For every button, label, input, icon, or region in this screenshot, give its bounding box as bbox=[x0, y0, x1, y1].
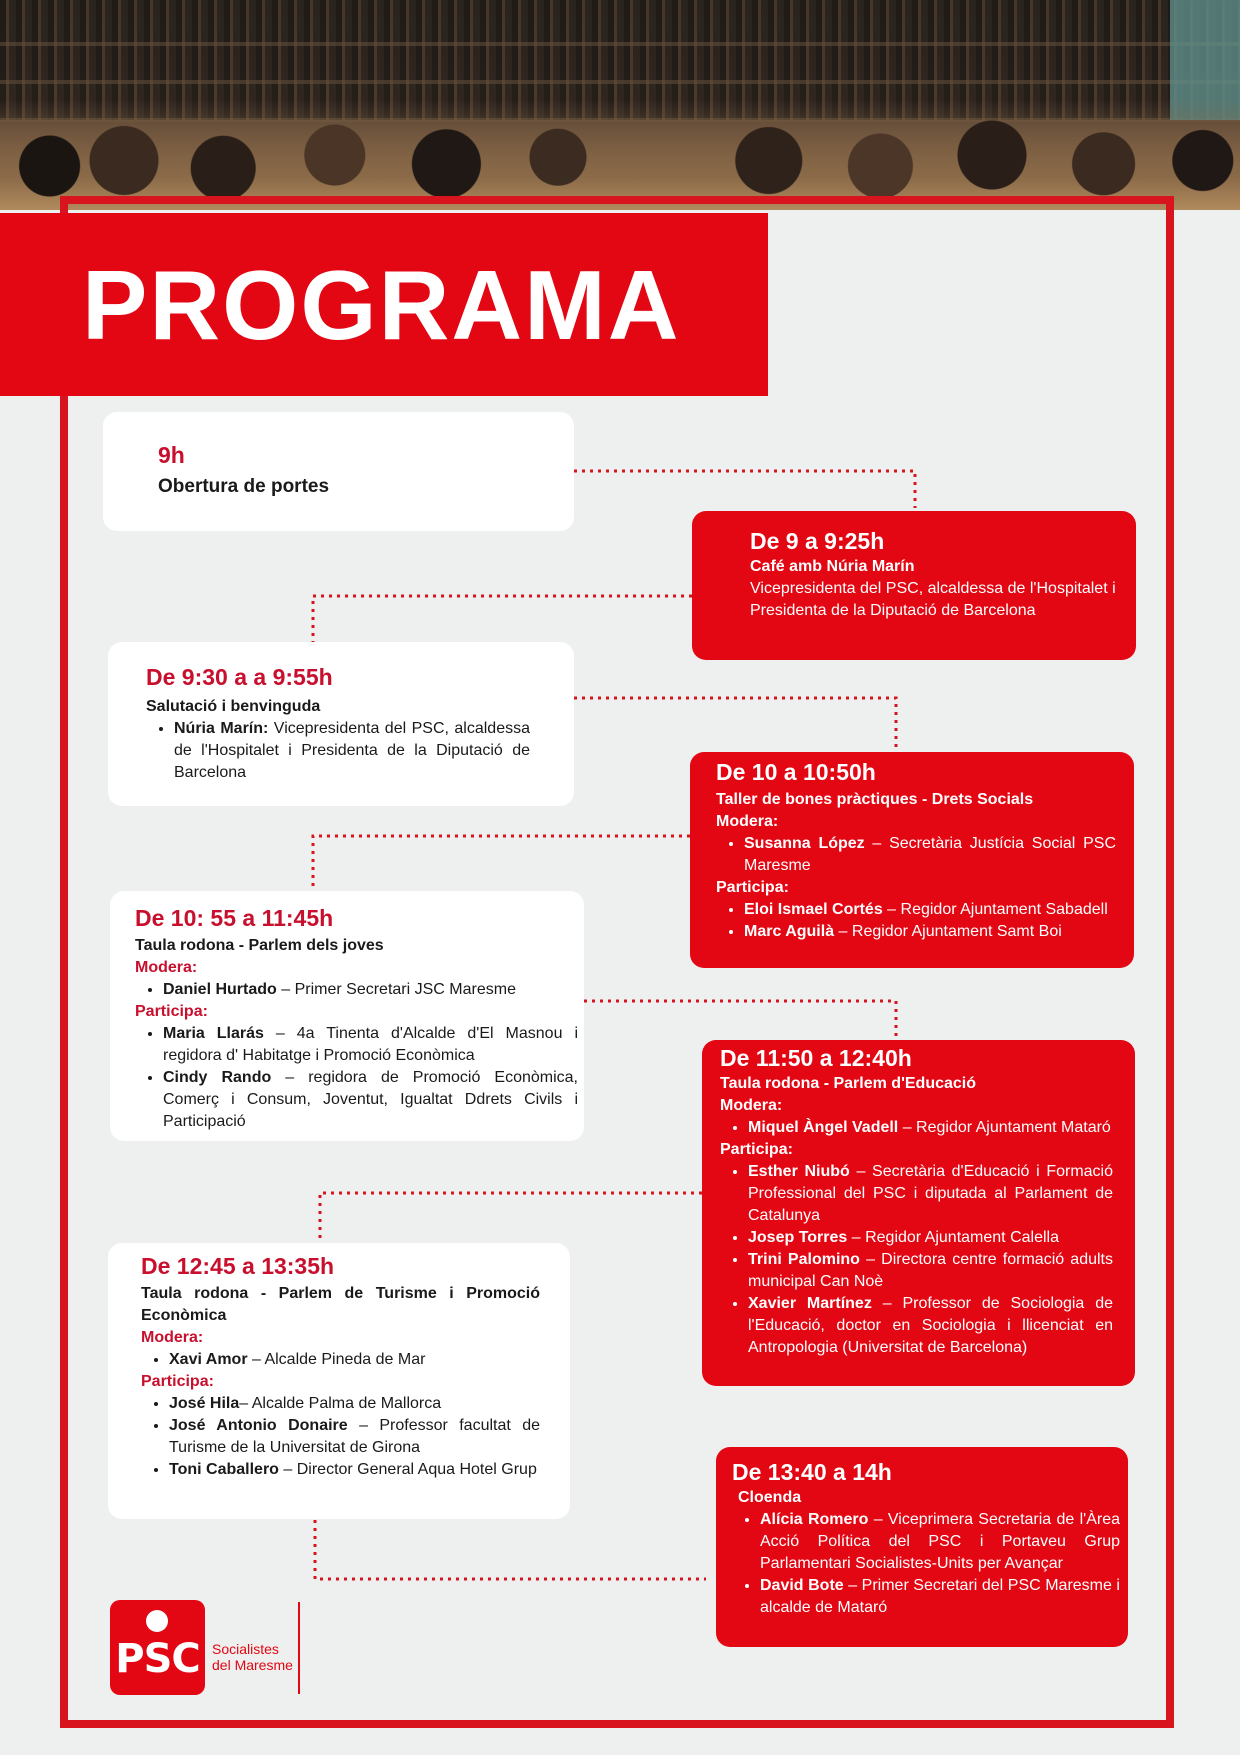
event-subtitle: Cloenda bbox=[738, 1489, 802, 1506]
list-item: • Cindy Rando – regidora de Promoció Econòmica, Comerç i Consum, Joventut, Igualtat Ddrets Civils i Participació bbox=[163, 1067, 578, 1133]
list-item: • Daniel Hurtado – Primer Secretari JSC Maresme bbox=[163, 979, 578, 1001]
event-time: De 10: 55 a 11:45h bbox=[135, 905, 334, 931]
speaker-list bbox=[146, 718, 530, 784]
list-item: • Toni Caballero – Director General Aqua Hotel Grup bbox=[169, 1459, 540, 1481]
event-time: De 9:30 a a 9:55h bbox=[146, 664, 333, 690]
logo-text: PSC bbox=[115, 1636, 200, 1682]
list-item: • José Hila– Alcalde Palma de Mallorca bbox=[169, 1393, 540, 1415]
logo-line-2: del Maresme bbox=[212, 1657, 293, 1673]
connector-line bbox=[574, 698, 896, 752]
list-item: • Miquel Àngel Vadell – Regidor Ajuntament Mataró bbox=[748, 1117, 1113, 1139]
event-time: De 9 a 9:25h bbox=[750, 528, 885, 554]
logo-divider bbox=[298, 1602, 300, 1694]
logo-line-1: Socialistes bbox=[212, 1641, 279, 1657]
event-card-0900-0925 bbox=[692, 511, 1136, 660]
moderates-label: Modera: bbox=[716, 813, 779, 830]
list-item: • Susanna López – Secretària Justícia Social PSC Maresme bbox=[744, 833, 1116, 877]
event-subtitle: Taula rodona - Parlem de Turisme i Promoció Econòmica bbox=[141, 1285, 540, 1324]
list-item: • Eloi Ismael Cortés – Regidor Ajuntament Sabadell bbox=[744, 899, 1116, 921]
event-card-0930-0955 bbox=[108, 642, 574, 806]
event-subtitle: Café amb Núria Marín bbox=[750, 558, 915, 575]
event-description: Vicepresidenta del PSC, alcaldessa de l'Hospitalet i Presidenta de la Diputació de Barcelona bbox=[750, 580, 1116, 619]
list-item: • Núria Marín: Vicepresidenta del PSC, alcaldessa de l'Hospitalet i Presidenta de la Diputació de Barcelona bbox=[174, 718, 530, 784]
connector-line bbox=[313, 596, 692, 642]
connector-line bbox=[574, 471, 915, 508]
moderates-label: Modera: bbox=[135, 959, 198, 976]
event-time: 9h bbox=[158, 442, 185, 468]
participates-label: Participa: bbox=[135, 1003, 208, 1020]
list-item: • Esther Niubó – Secretària d'Educació i Formació Professional del PSC i diputada al Parlament de Catalunya bbox=[748, 1161, 1113, 1227]
event-card-1245-1335 bbox=[108, 1243, 570, 1519]
list-item: • Alícia Romero – Viceprimera Secretaria de l'Àrea Acció Política del PSC i Portaveu Grup Parlamentari Socialistes-Units per Avançar bbox=[760, 1509, 1120, 1575]
psc-logo bbox=[110, 1600, 205, 1695]
list-item: • David Bote – Primer Secretari del PSC Maresme i alcalde de Mataró bbox=[760, 1575, 1120, 1619]
speaker-list bbox=[732, 1509, 1120, 1619]
event-subtitle: Taller de bones pràctiques - Drets Socials bbox=[716, 791, 1034, 808]
event-card-1000-1050 bbox=[690, 752, 1134, 968]
moderates-label: Modera: bbox=[720, 1097, 783, 1114]
event-card-0900 bbox=[103, 412, 574, 531]
connector-line bbox=[313, 836, 690, 891]
moderates-label: Modera: bbox=[141, 1329, 204, 1346]
connector-line bbox=[584, 1001, 896, 1040]
moderators-list bbox=[720, 1117, 1113, 1139]
participants-list bbox=[141, 1393, 540, 1481]
connector-line bbox=[315, 1520, 706, 1579]
participants-list bbox=[720, 1161, 1113, 1359]
list-item: • José Antonio Donaire – Professor facultat de Turisme de la Universitat de Girona bbox=[169, 1415, 540, 1459]
moderators-list bbox=[135, 979, 578, 1001]
participants-list bbox=[135, 1023, 578, 1133]
event-time: De 13:40 a 14h bbox=[732, 1459, 892, 1485]
event-time: De 10 a 10:50h bbox=[716, 759, 876, 785]
event-time: De 11:50 a 12:40h bbox=[720, 1045, 912, 1071]
participants-list bbox=[716, 899, 1116, 943]
event-subtitle: Obertura de portes bbox=[158, 476, 330, 497]
connector-line bbox=[320, 1193, 702, 1243]
moderators-list bbox=[716, 833, 1116, 877]
list-item: • Xavi Amor – Alcalde Pineda de Mar bbox=[169, 1349, 540, 1371]
page-title: PROGRAMA bbox=[82, 250, 681, 360]
list-item: • Maria Llarás – 4a Tinenta d'Alcalde d'El Masnou i regidora d' Habitatge i Promoció Econòmica bbox=[163, 1023, 578, 1067]
event-subtitle: Taula rodona - Parlem d'Educació bbox=[720, 1075, 977, 1092]
event-card-1340-1400 bbox=[716, 1447, 1128, 1647]
list-item: • Trini Palomino – Directora centre formació adults municipal Can Noè bbox=[748, 1249, 1113, 1293]
list-item: • Xavier Martínez – Professor de Sociologia de l'Educació, doctor en Sociologia i llicenciat en Antropologia (Universitat de Barcelona) bbox=[748, 1293, 1113, 1359]
participates-label: Participa: bbox=[720, 1141, 793, 1158]
event-subtitle: Taula rodona - Parlem dels joves bbox=[135, 937, 384, 954]
participates-label: Participa: bbox=[716, 879, 789, 896]
participates-label: Participa: bbox=[141, 1373, 214, 1390]
list-item: • Josep Torres – Regidor Ajuntament Calella bbox=[748, 1227, 1113, 1249]
event-time: De 12:45 a 13:35h bbox=[141, 1253, 335, 1279]
list-item: • Marc Aguilà – Regidor Ajuntament Samt Boi bbox=[744, 921, 1116, 943]
event-card-1150-1240 bbox=[702, 1040, 1135, 1386]
event-subtitle: Salutació i benvinguda bbox=[146, 698, 321, 715]
event-card-1055-1145 bbox=[110, 891, 584, 1141]
moderators-list bbox=[141, 1349, 540, 1371]
